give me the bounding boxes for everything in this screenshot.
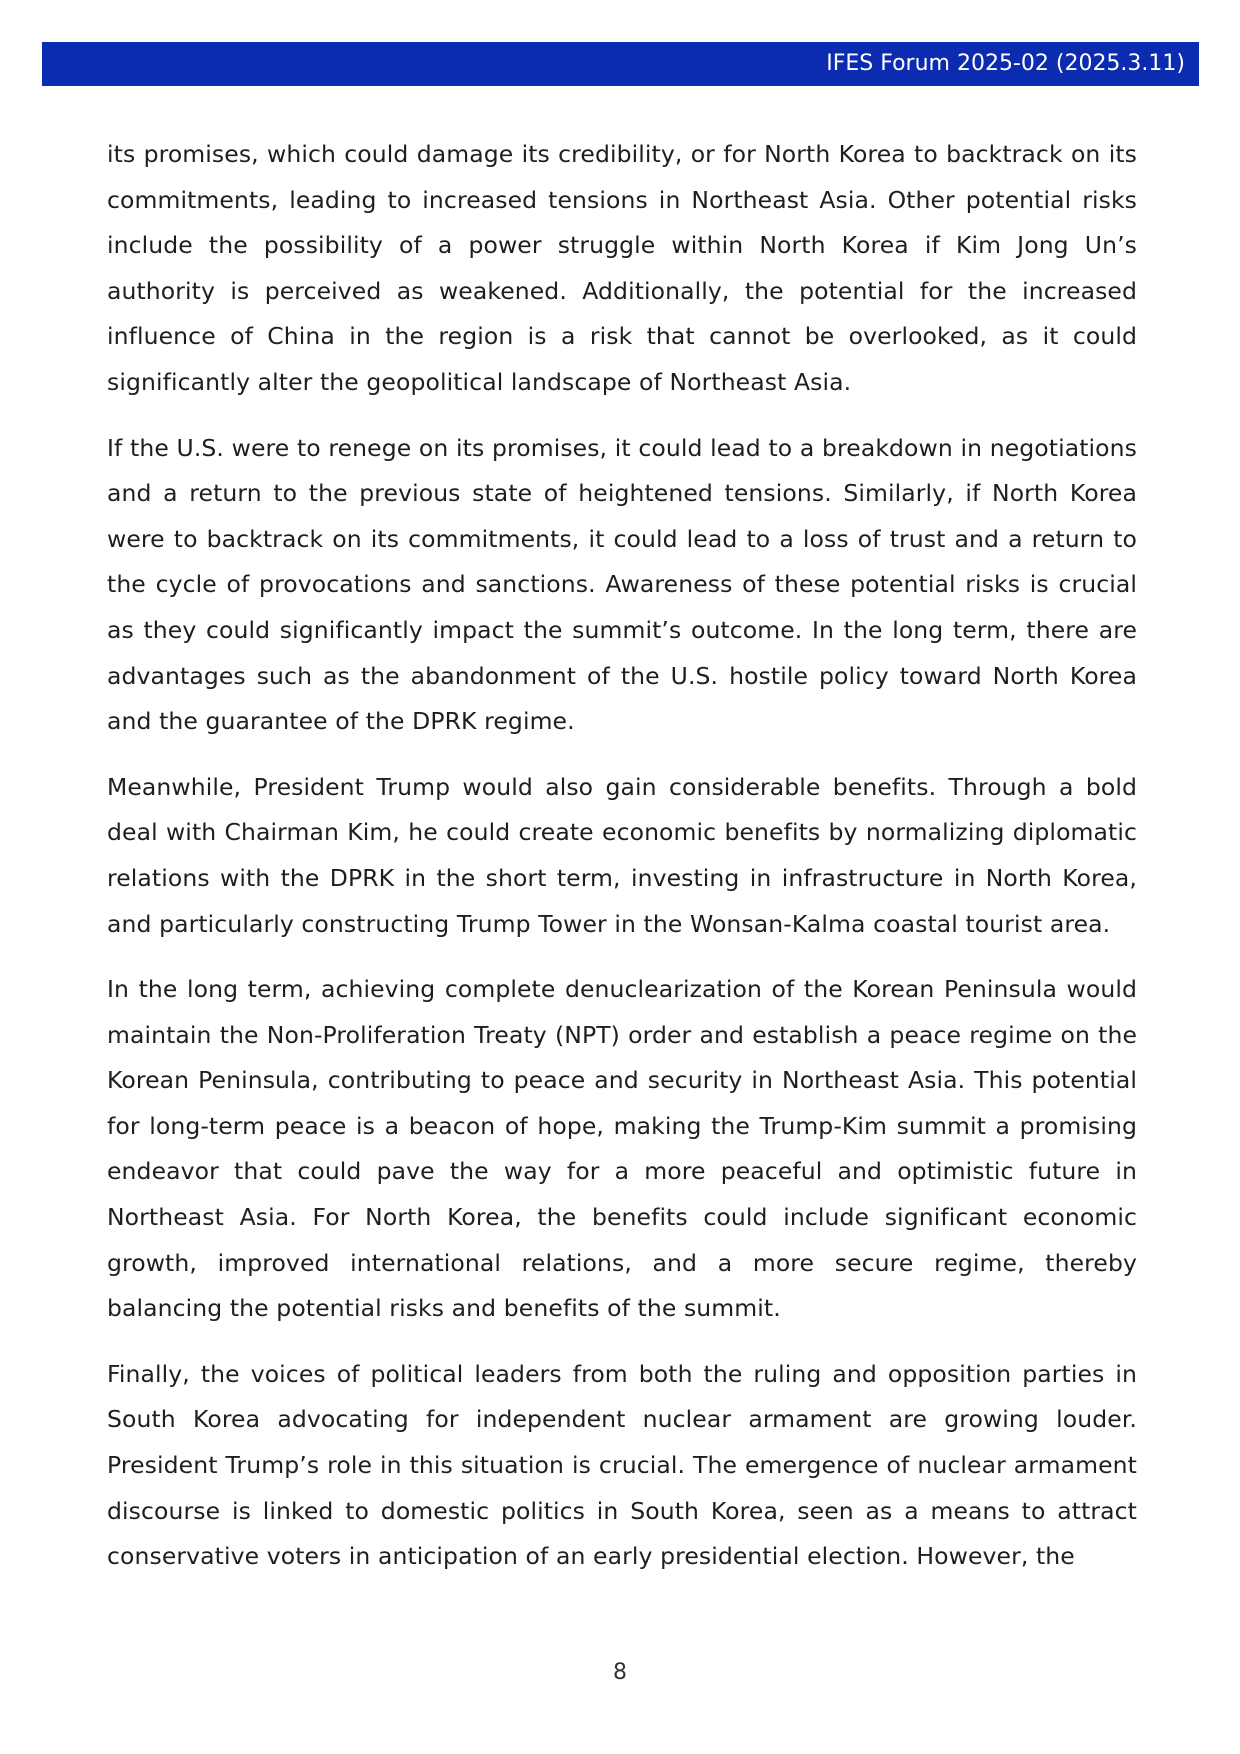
paragraph-trump-benefits: Meanwhile, President Trump would also gain considerable benefits. Through a bold deal with Chairman Kim, he could create economic benefits by normalizing diplomatic relations with the DPRK in the short term, investing in infrastructure in North Korea, and particularly constructing Trump Tower in the Wonsan-Kalma coastal tourist area. bbox=[107, 772, 1137, 938]
header-title: IFES Forum 2025-02 (2025.3.11) bbox=[826, 51, 1185, 76]
paragraph-nuclear-armament: Finally, the voices of political leaders from both the ruling and opposition parties in South Korea advocating for independent nuclear armament are growing louder. President Trump’s role in this situation is crucial. The emergence of nuclear armament discourse is linked to domestic politics in South Korea, seen as a means to attract conservative voters in anticipation of an early presidential election. However, the bbox=[107, 1359, 1137, 1571]
paragraph-renege: If the U.S. were to renege on its promises, it could lead to a breakdown in negotiations and a return to the previous state of heightened tensions. Similarly, if North Korea were to backtrack on its commitments, it could lead to a loss of trust and a return to the cycle of provocations and sanctions. Awareness of these potential risks is crucial as they could significantly impact the summit’s outcome. In the long term, there are advantages such as the abandonment of the U.S. hostile policy toward North Korea and the guarantee of the DPRK regime. bbox=[107, 433, 1137, 736]
header-bar bbox=[42, 42, 1199, 86]
page-number: 8 bbox=[613, 1660, 627, 1685]
paragraph-risks: its promises, which could damage its credibility, or for North Korea to backtrack on its commitments, leading to increased tensions in Northeast Asia. Other potential risks include the possibility of a power struggle within North Korea if Kim Jong Un’s authority is perceived as weakened. Additionally, the potential for the increased influence of China in the region is a risk that cannot be overlooked, as it could significantly alter the geopolitical landscape of Northeast Asia. bbox=[107, 140, 1137, 396]
paragraph-long-term: In the long term, achieving complete denuclearization of the Korean Peninsula would maintain the Non-Proliferation Treaty (NPT) order and establish a peace regime on the Korean Peninsula, contributing to peace and security in Northeast Asia. This potential for long-term peace is a beacon of hope, making the Trump-Kim summit a promising endeavor that could pave the way for a more peaceful and optimistic future in Northeast Asia. For North Korea, the benefits could include significant economic growth, improved international relations, and a more secure regime, thereby balancing the potential risks and benefits of the summit. bbox=[107, 975, 1137, 1323]
article-body bbox=[107, 132, 1137, 1600]
